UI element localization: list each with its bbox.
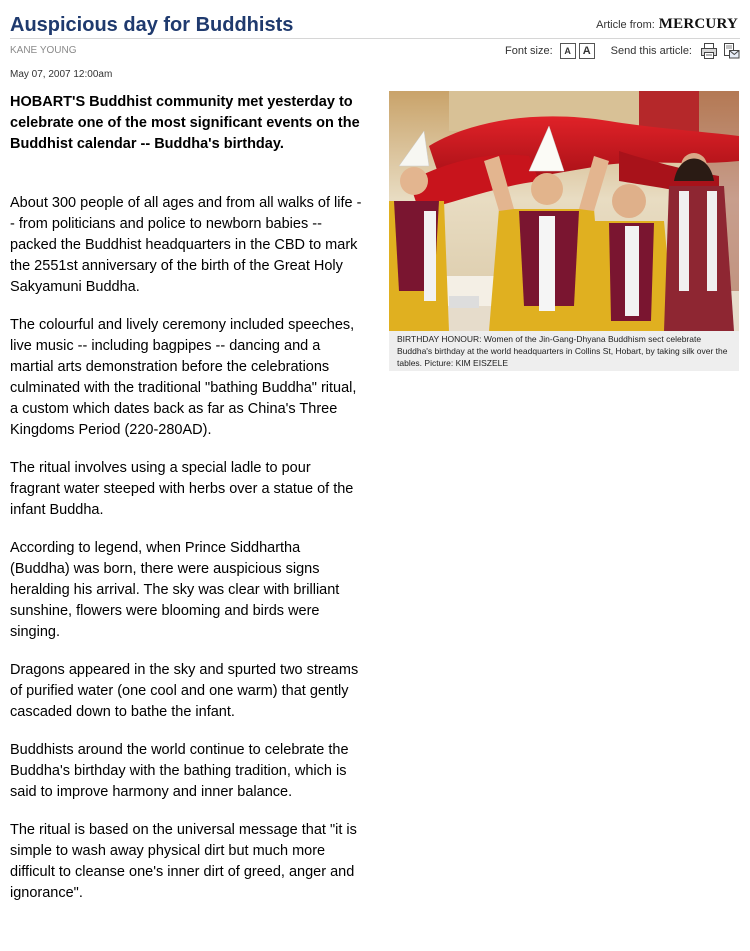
font-larger-glyph: A bbox=[582, 45, 591, 57]
article-from-label: Article from: bbox=[596, 19, 655, 31]
mercury-logo[interactable]: MERCURY bbox=[658, 16, 738, 32]
article-lead: HOBART'S Buddhist community met yesterday to celebrate one of the most significant events on the Buddhist calendar -- Buddha's birthday. bbox=[10, 94, 360, 152]
article-source bbox=[596, 16, 738, 33]
send-article-icon[interactable] bbox=[722, 42, 740, 60]
photo-caption: BIRTHDAY HONOUR: Women of the Jin-Gang-Dhyana Buddhism sect celebrate Buddha's birthday at the world headquarters in Collins St, Hobart, by taking silk over the tables. Picture: KIM EISZELE bbox=[397, 334, 728, 368]
font-increase-icon[interactable] bbox=[579, 43, 595, 59]
ceremony-photo bbox=[389, 91, 739, 331]
article-paragraph: Dragons appeared in the sky and spurted two streams of purified water (one cool and one warm) that gently cascaded down to bathe the infant. bbox=[10, 662, 359, 720]
author-byline[interactable]: KANE YOUNG bbox=[10, 45, 77, 56]
article-title: Auspicious day for Buddhists bbox=[10, 14, 294, 36]
article-paragraph: Buddhists around the world continue to celebrate the Buddha's birthday with the bathing tradition, which is said to improve harmony and inner balance. bbox=[10, 742, 349, 800]
article-paragraph: According to legend, when Prince Siddhartha (Buddha) was born, there were auspicious signs heralding his arrival. The sky was clear with brilliant sunshine, flowers were blooming and birds were singing. bbox=[10, 540, 340, 640]
article-body bbox=[10, 193, 362, 921]
title-divider bbox=[10, 38, 740, 39]
article-paragraph: The ritual involves using a special ladle to pour fragrant water steeped with herbs over a statue of the infant Buddha. bbox=[10, 460, 354, 518]
article-tools bbox=[505, 42, 740, 60]
print-icon[interactable] bbox=[700, 42, 718, 60]
publish-date: May 07, 2007 12:00am bbox=[10, 69, 113, 80]
photo-box bbox=[389, 91, 739, 371]
font-smaller-glyph: A bbox=[564, 46, 571, 56]
article-paragraph: The ritual is based on the universal message that "it is simple to wash away physical dirt but much more difficult to cleanse one's inner dirt of greed, anger and ignorance". bbox=[10, 822, 357, 901]
article-photo bbox=[389, 91, 739, 331]
article-paragraph: About 300 people of all ages and from all walks of life -- from politicians and police to newborn babies -- packed the Buddhist headquarters in the CBD to mark the 2551st anniversary of the birth of the Great Holy Sakyamuni Buddha. bbox=[10, 195, 362, 295]
article-paragraph: The colourful and lively ceremony included speeches, live music -- including bagpipes -- dancing and a martial arts demonstration before the celebrations culminated with the traditional "bathing Buddha" ritual, a custom which dates back as far as China's Three Kingdoms Period (220-280AD). bbox=[10, 317, 357, 438]
font-size-label: Font size: bbox=[504, 45, 553, 57]
font-decrease-icon[interactable] bbox=[560, 43, 576, 59]
send-article-label: Send this article: bbox=[610, 45, 692, 57]
